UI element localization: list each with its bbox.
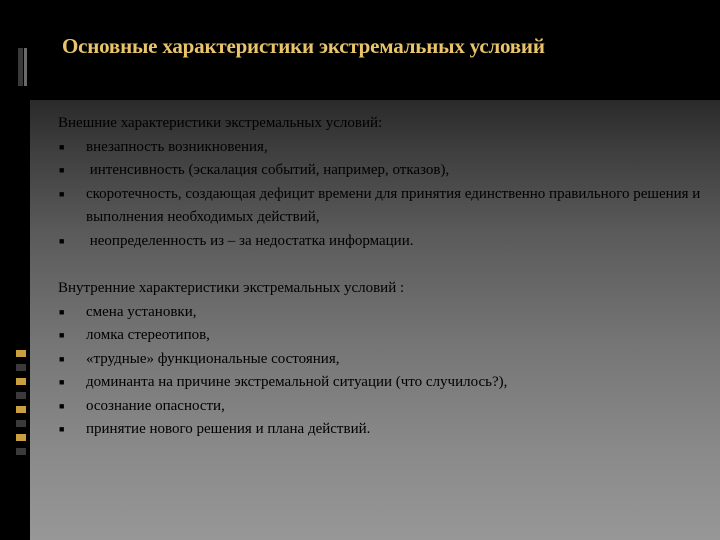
- list-item: [58, 230, 713, 254]
- internal-heading: Внутренние характеристики экстремальных условий :: [58, 280, 405, 296]
- square-bullet-icon: ■: [59, 141, 65, 152]
- external-heading: Внешние характеристики экстремальных условий:: [58, 115, 383, 131]
- slide-title: Основные характеристики экстремальных условий: [62, 34, 545, 58]
- square-bullet-icon: ■: [59, 235, 65, 246]
- title-accent-bar: [18, 48, 23, 86]
- decorative-stripes: [16, 350, 26, 460]
- internal-list: [58, 301, 713, 442]
- decorative-stripe: [16, 434, 26, 441]
- square-bullet-icon: ■: [59, 188, 65, 199]
- list-item: [58, 348, 713, 372]
- list-item: [58, 418, 713, 442]
- square-bullet-icon: ■: [59, 306, 65, 317]
- list-item: [58, 324, 713, 348]
- title-accent-bar-light: [24, 48, 27, 86]
- square-bullet-icon: ■: [59, 353, 65, 364]
- list-item-text: внезапность возникновения,: [86, 138, 268, 155]
- list-item: [58, 395, 713, 419]
- list-item: [58, 136, 713, 160]
- decorative-stripe: [16, 406, 26, 413]
- list-item-text: осознание опасности,: [86, 397, 225, 414]
- square-bullet-icon: ■: [59, 424, 65, 434]
- list-item-text: смена установки,: [86, 303, 197, 320]
- decorative-stripe: [16, 420, 26, 427]
- square-bullet-icon: ■: [59, 400, 65, 411]
- slide-body: [58, 112, 713, 442]
- list-item: [58, 183, 713, 230]
- square-bullet-icon: ■: [59, 165, 65, 175]
- square-bullet-icon: ■: [59, 377, 65, 387]
- decorative-stripe: [16, 378, 26, 385]
- list-item-text: неопределенность из – за недостатка информации.: [86, 232, 414, 249]
- list-item-text: ломка стереотипов,: [86, 327, 210, 343]
- decorative-stripe: [16, 364, 26, 371]
- external-list: [58, 136, 713, 254]
- list-item: [58, 159, 713, 183]
- decorative-stripe: [16, 392, 26, 399]
- list-item: [58, 301, 713, 325]
- list-item-text: интенсивность (эскалация событий, например, отказов),: [86, 162, 450, 178]
- list-item-text: доминанта на причине экстремальной ситуации (что случилось?),: [86, 374, 508, 390]
- square-bullet-icon: ■: [59, 330, 65, 340]
- decorative-stripe: [16, 448, 26, 455]
- section-gap: [58, 253, 713, 277]
- list-item-text: принятие нового решения и плана действий.: [86, 421, 371, 437]
- list-item-text: скоротечность, создающая дефицит времени для принятия единственно правильного решения и выполнения необходимых действий,: [86, 185, 701, 225]
- decorative-stripe: [16, 350, 26, 357]
- list-item-text: «трудные» функциональные состояния,: [86, 350, 340, 367]
- list-item: [58, 371, 713, 395]
- title-bar: [0, 0, 720, 100]
